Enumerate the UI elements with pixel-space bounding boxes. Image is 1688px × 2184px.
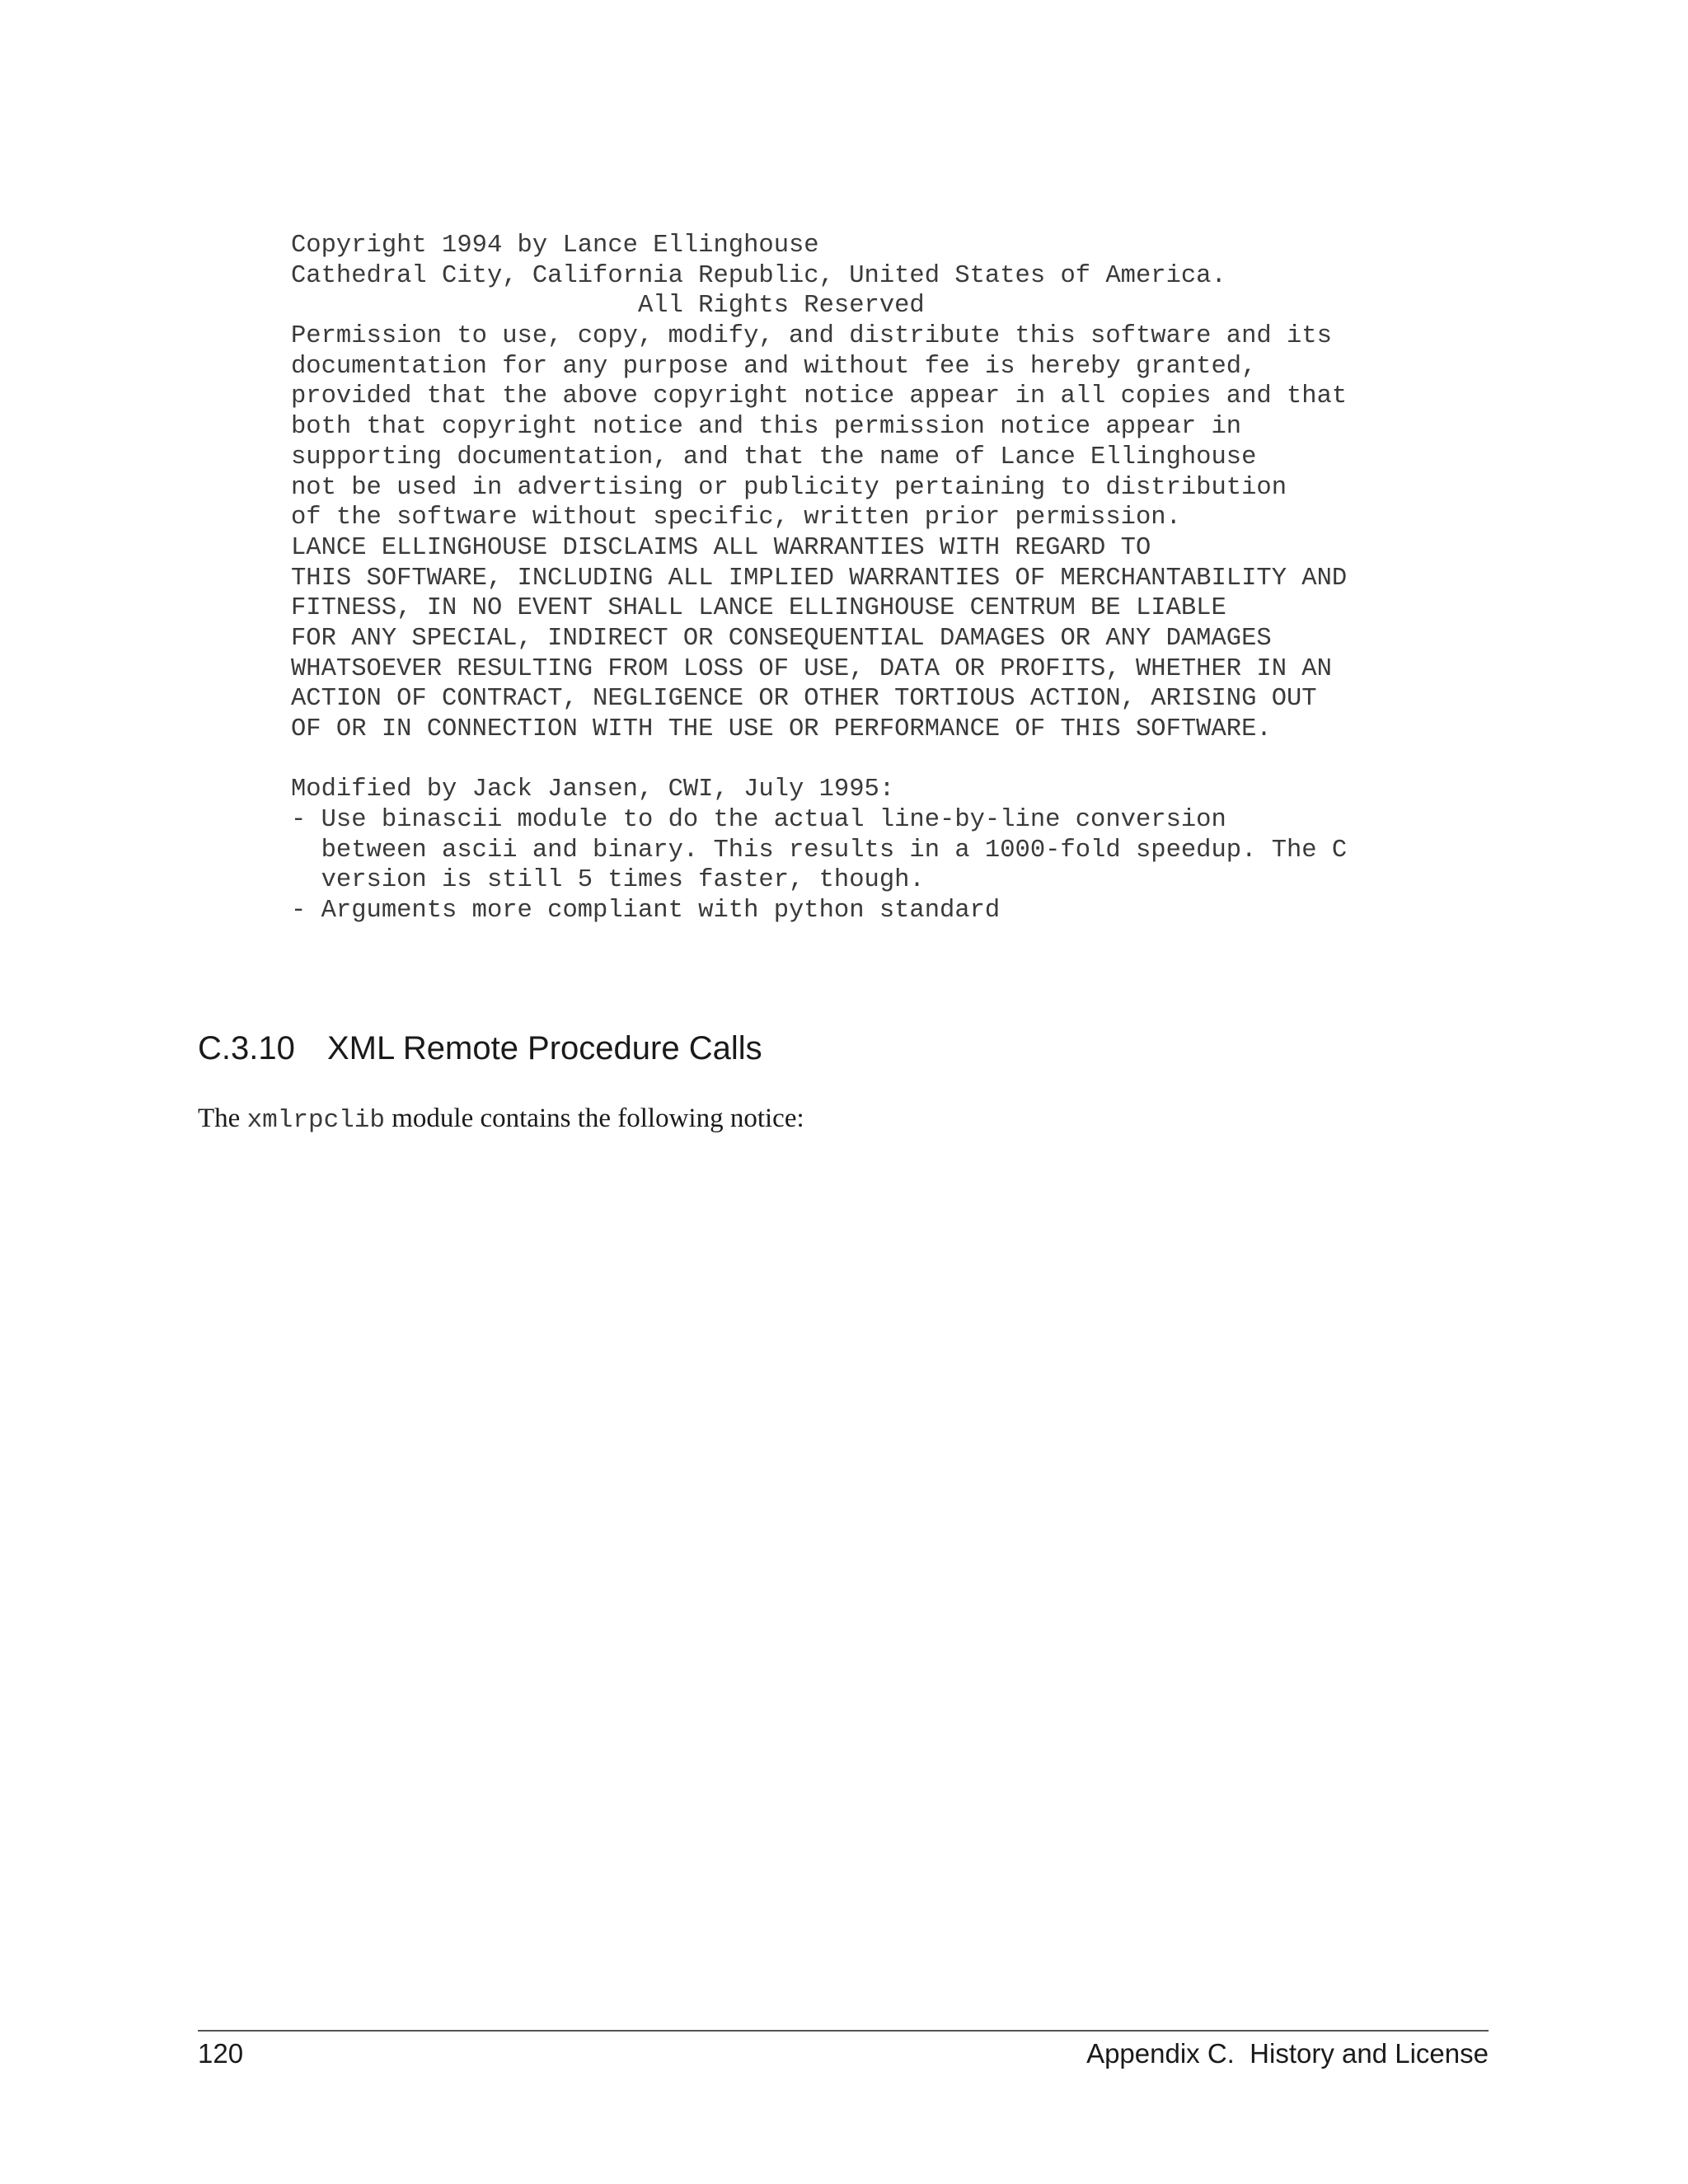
- paragraph-suffix: module contains the following notice:: [385, 1104, 804, 1133]
- chapter-title: Appendix C. History and License: [1086, 2038, 1489, 2069]
- code-line: Permission to use, copy, modify, and distribute this software and its: [291, 322, 1332, 351]
- module-name: xmlrpclib: [246, 1106, 385, 1135]
- code-line: FITNESS, IN NO EVENT SHALL LANCE ELLINGHOUSE CENTRUM BE LIABLE: [291, 594, 1226, 623]
- code-line: version is still 5 times faster, though.: [291, 866, 925, 895]
- code-line: supporting documentation, and that the name of Lance Ellinghouse: [291, 443, 1257, 471]
- code-line: - Arguments more compliant with python standard: [291, 897, 1001, 926]
- footer-divider: [198, 2030, 1489, 2032]
- code-line: FOR ANY SPECIAL, INDIRECT OR CONSEQUENTIAL DAMAGES OR ANY DAMAGES: [291, 624, 1272, 653]
- code-line: - Use binascii module to do the actual line-by-line conversion: [291, 806, 1226, 835]
- code-line: THIS SOFTWARE, INCLUDING ALL IMPLIED WARRANTIES OF MERCHANTABILITY AND: [291, 564, 1348, 593]
- code-line: Modified by Jack Jansen, CWI, July 1995:: [291, 776, 895, 804]
- section-heading: [198, 1029, 762, 1068]
- code-line: of the software without specific, written prior permission.: [291, 504, 1181, 532]
- code-line: All Rights Reserved: [291, 292, 925, 321]
- code-line-blank: [291, 745, 1445, 776]
- section-number: C.3.10: [198, 1030, 295, 1066]
- code-line: documentation for any purpose and without fee is hereby granted,: [291, 352, 1257, 381]
- code-line: LANCE ELLINGHOUSE DISCLAIMS ALL WARRANTIES WITH REGARD TO: [291, 533, 1151, 562]
- code-line: Copyright 1994 by Lance Ellinghouse: [291, 232, 819, 260]
- code-line: OF OR IN CONNECTION WITH THE USE OR PERFORMANCE OF THIS SOFTWARE.: [291, 715, 1272, 743]
- code-line: between ascii and binary. This results in a 1000-fold speedup. The C: [291, 836, 1348, 865]
- code-line: provided that the above copyright notice appear in all copies and that: [291, 382, 1348, 411]
- body-paragraph: [198, 1100, 804, 1139]
- code-line: not be used in advertising or publicity pertaining to distribution: [291, 473, 1287, 502]
- license-code-block: [291, 231, 1445, 926]
- code-line: WHATSOEVER RESULTING FROM LOSS OF USE, DATA OR PROFITS, WHETHER IN AN: [291, 654, 1332, 683]
- section-title: XML Remote Procedure Calls: [327, 1030, 762, 1066]
- paragraph-prefix: The: [198, 1104, 247, 1133]
- code-line: ACTION OF CONTRACT, NEGLIGENCE OR OTHER TORTIOUS ACTION, ARISING OUT: [291, 685, 1317, 714]
- code-line: Cathedral City, California Republic, United States of America.: [291, 261, 1226, 290]
- page-number: 120: [198, 2038, 244, 2069]
- code-line: both that copyright notice and this permission notice appear in: [291, 413, 1242, 442]
